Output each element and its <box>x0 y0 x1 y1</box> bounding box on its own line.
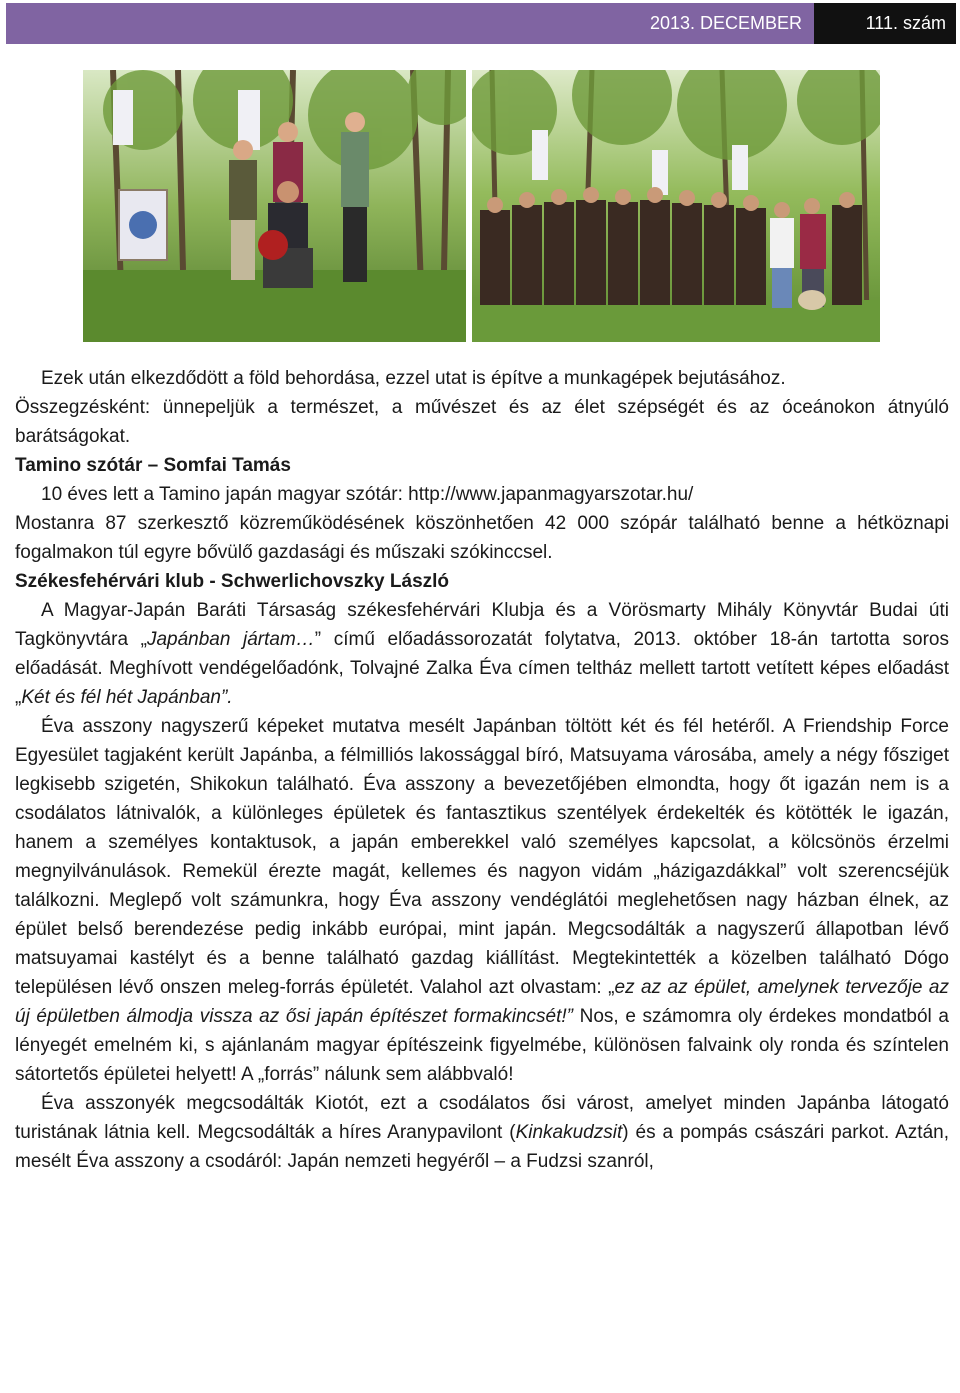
club-paragraph-1 <box>15 596 949 712</box>
club-p2-emphasis-quote: ez az az épület, amelynek tervezője az új épületben álmodja vissza az ősi japán építészet formakincsét!” <box>15 977 949 1027</box>
photo-group-forest-right <box>472 70 880 342</box>
intro-paragraph-1: Ezek után elkezdődött a föld behordása, ezzel utat is építve a munkagépek bejutásához. <box>41 368 786 389</box>
club-p1-emphasis-title: Két és fél hét Japánban”. <box>21 687 233 708</box>
club-p2-text-a: Éva asszony nagyszerű képeket mutatva mesélt Japánban töltött két és fél hetéről. A Friendship Force Egyesület tagjaként került Japánba, a félmilliós lakossággal bíró, Matsuyama városába, amely a négy fősziget legkisebb szigetén, Shikokun található. Éva asszony a bevezetőjében elmondta, hogy őt igazán nem is a csodálatos látnivalók, a különleges épületek és fantasztikus szentélyek érdekelték és kötötték le igazán, hanem a személyes kontaktusok, a japán emberekkel való személyes kapcsolat, a kölcsönös érzelmi megnyilvánulások. Remekül érezte magát, kellemes és nagyon vidám „házigazdákkal” volt szerencséjük találkozni. Meglepő volt számunkra, hogy Éva asszony vendéglátói meglehetősen nagy házban élnek, az épület belső berendezése pedig inkább európai, mint japán. Megcsodálták a nagyszerű állapotban lévő matsuyamai kastélyt és a benne található gazdag kiállítást. Megtekintették a közelben található Dógo településen lévő onszen meleg-forrás épületét. Valahol azt olvastam: „ <box>15 716 949 998</box>
section-title-tamino: Tamino szótár – Somfai Tamás <box>15 455 291 476</box>
club-p3-emphasis-kinkakudzsi: Kinkakudzsit <box>515 1122 623 1143</box>
article-body <box>15 364 949 1176</box>
club-p3-text-b: ) és a pompás császári parkot. Aztán, mesélt Éva asszony a csodáról: Japán nemzeti hegyéről – a Fudzsi szanról, <box>15 1122 949 1172</box>
club-p3-text-a: Éva asszonyék megcsodálták Kiotót, ezt a csodálatos ősi várost, amelyet minden Japánba látogató turistának látnia kell. Megcsodálták a híres Aranypavilont ( <box>15 1093 949 1143</box>
issue-date: 2013. DECEMBER <box>6 3 814 44</box>
page-header <box>6 3 956 44</box>
intro-paragraph-2: Összegzésként: ünnepeljük a természet, a művészet és az élet szépségét és az óceánokon átnyúló barátságokat. <box>15 397 949 447</box>
club-p1-text-b: ” című előadássorozatát folytatva, 2013. október 18-án tartotta soros előadását. Meghívott vendégelőadónk, Tolvajné Zalka Éva címen teltház mellett tartott vetített képes előadást „ <box>15 629 949 708</box>
tamino-paragraph-1: 10 éves lett a Tamino japán magyar szótár: http://www.japanmagyarszotar.hu/ <box>41 484 694 505</box>
tamino-paragraph-2: Mostanra 87 szerkesztő közreműködésének köszönhetően 42 000 szópár található benne a hétköznapi fogalmakon túl egyre bővülő gazdasági és műszaki szókinccsel. <box>15 513 949 563</box>
club-paragraph-3 <box>15 1089 949 1176</box>
issue-number: 111. szám <box>814 3 956 44</box>
club-p1-text-a: A Magyar-Japán Baráti Társaság székesfehérvári Klubja és a Vörösmarty Mihály Könyvtár Budai úti Tagkönyvtára „ <box>15 600 949 650</box>
club-p2-text-b: Nos, e számomra oly érdekes mondatból a lényegét emelném ki, s ajánlanám magyar építészeink figyelmébe, különösen falvaink oly ronda és színtelen sátortetős épületei helyett! A „forrás” nálunk sem alábbvaló! <box>15 1006 949 1085</box>
club-paragraph-2 <box>15 712 949 1089</box>
club-p1-emphasis-series: Japánban jártam… <box>146 629 315 650</box>
photo-group-forest-left <box>83 70 466 342</box>
section-title-szekesfehervar: Székesfehérvári klub - Schwerlichovszky László <box>15 571 450 592</box>
